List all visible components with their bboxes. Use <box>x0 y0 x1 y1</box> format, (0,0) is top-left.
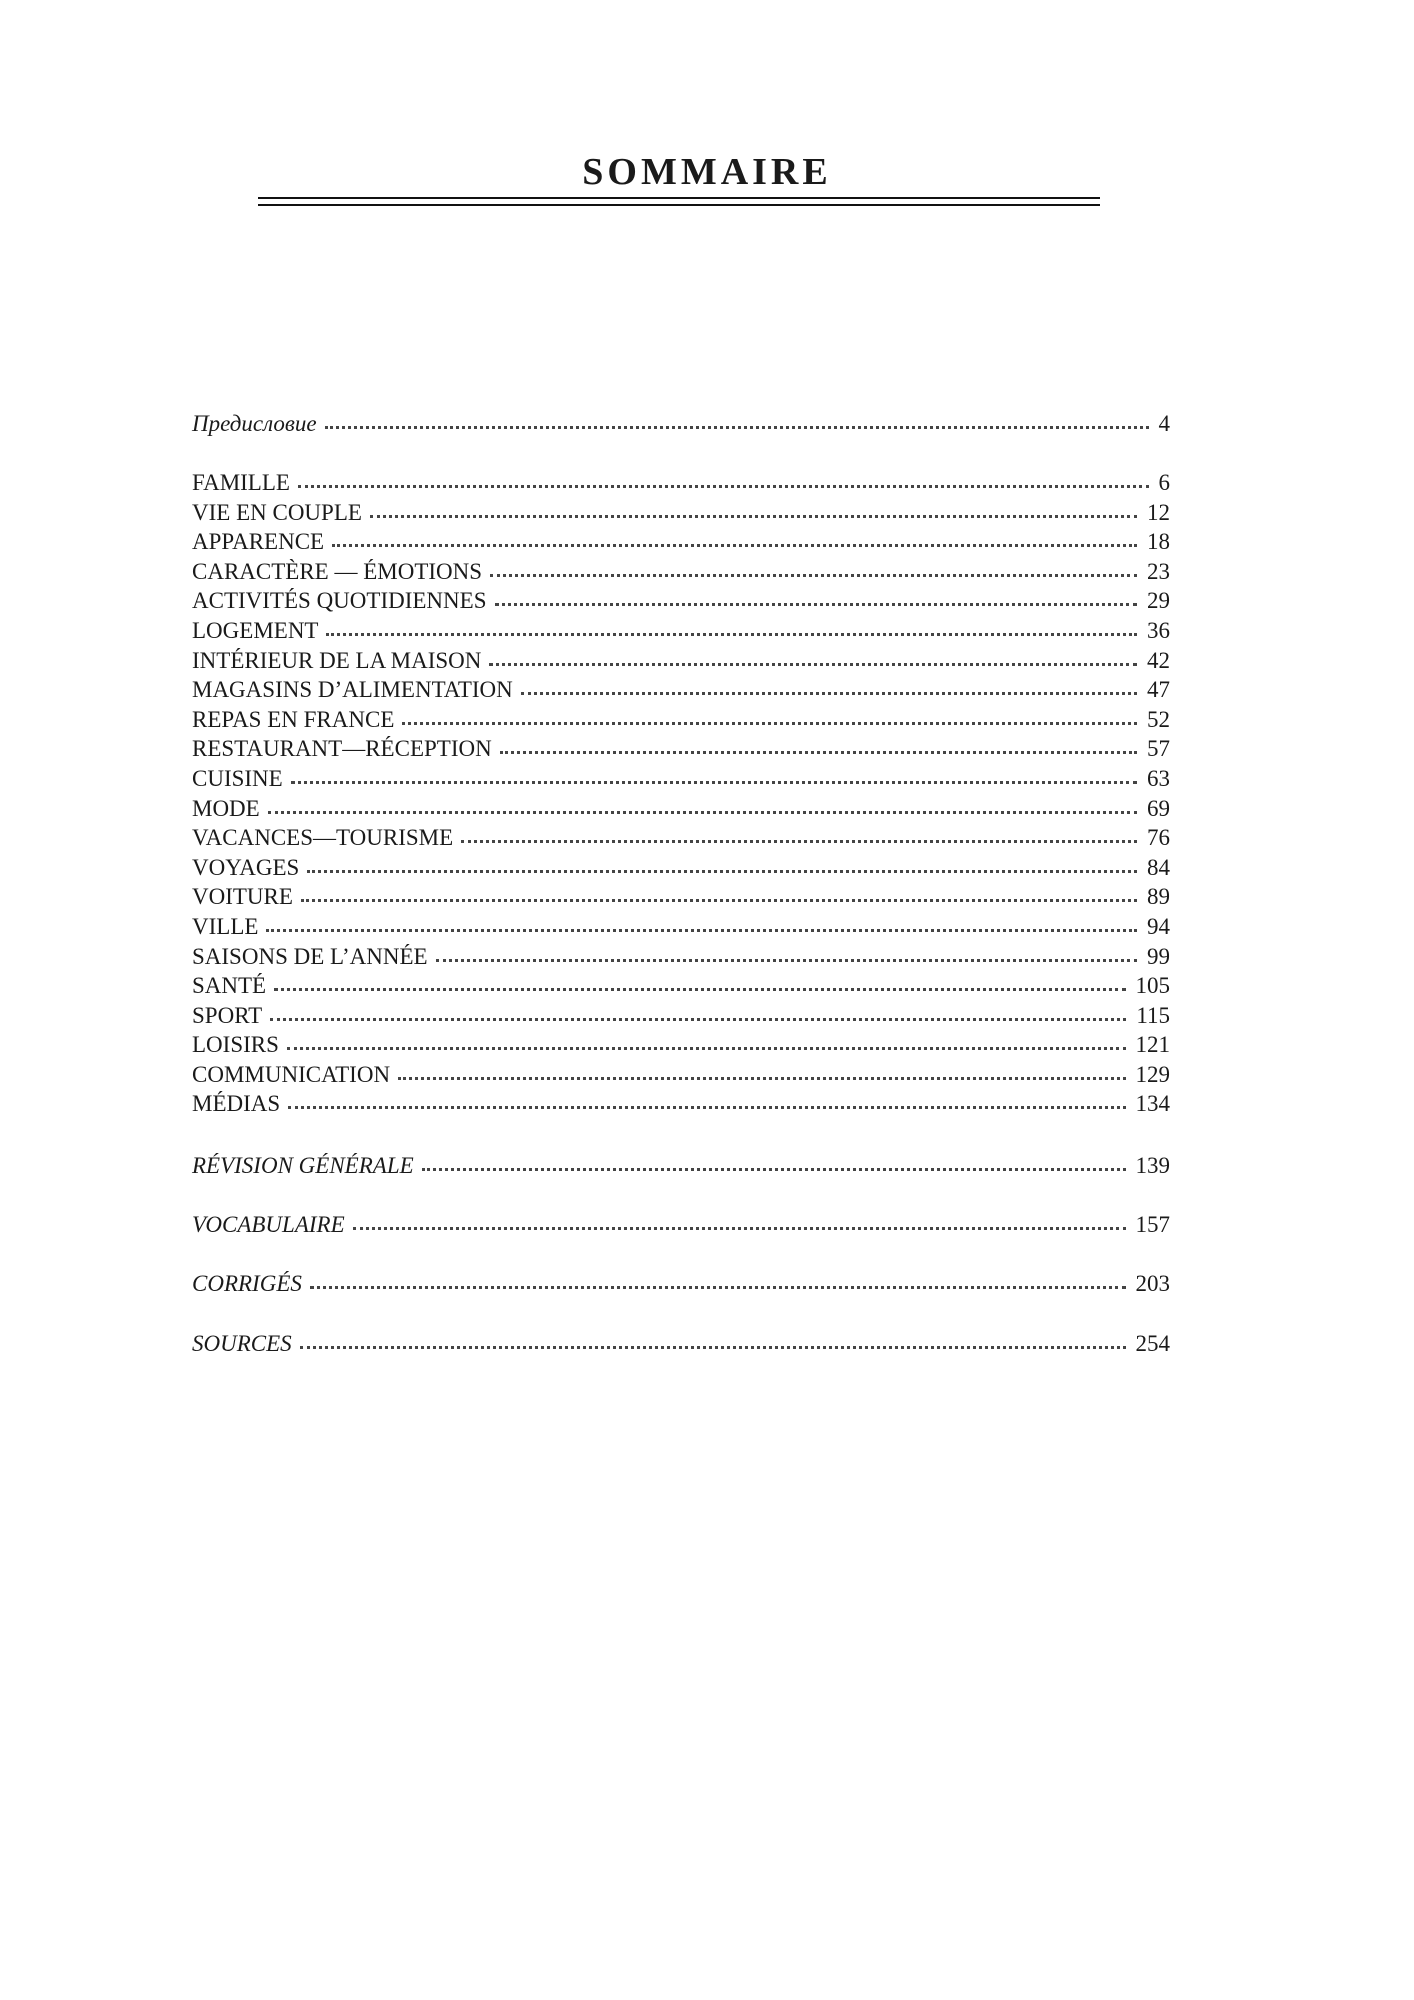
toc-entry-vocabulaire[interactable] <box>192 1209 1170 1239</box>
dot-leader <box>490 554 1137 577</box>
dot-leader <box>402 702 1137 725</box>
dot-leader <box>461 820 1137 843</box>
dot-leader <box>521 672 1137 695</box>
toc-entry-page: 99 <box>1147 943 1170 969</box>
dot-leader <box>270 998 1126 1021</box>
toc-entry-chapter[interactable] <box>192 704 1170 734</box>
toc-entry-page: 115 <box>1136 1002 1170 1028</box>
toc-entry-page: 23 <box>1147 558 1170 584</box>
toc-entry-page: 129 <box>1135 1061 1170 1087</box>
title-double-rule <box>258 197 1100 206</box>
toc-entry-page: 63 <box>1147 765 1170 791</box>
dot-leader <box>325 406 1149 429</box>
toc-entry-title: COMMUNICATION <box>192 1061 391 1087</box>
toc-entry-chapter[interactable] <box>192 585 1170 615</box>
dot-leader <box>301 879 1137 902</box>
dot-leader <box>274 968 1125 991</box>
toc-entry-chapter[interactable] <box>192 674 1170 704</box>
dot-leader <box>291 761 1137 784</box>
page-title: SOMMAIRE <box>582 151 832 193</box>
toc-preface-section <box>192 408 1170 438</box>
dot-leader <box>500 731 1137 754</box>
toc-entry-title: REPAS EN FRANCE <box>192 706 395 732</box>
toc-entry-title: ACTIVITÉS QUOTIDIENNES <box>192 588 487 614</box>
toc-entry-page: 139 <box>1135 1153 1170 1178</box>
toc-entry-chapter[interactable] <box>192 881 1170 911</box>
dot-leader <box>310 1266 1126 1289</box>
toc-entry-title: LOISIRS <box>192 1032 279 1058</box>
toc-entry-chapter[interactable] <box>192 1059 1170 1089</box>
toc-entry-chapter[interactable] <box>192 645 1170 675</box>
toc-vocabulaire-section <box>192 1209 1170 1239</box>
toc-entry-chapter[interactable] <box>192 970 1170 1000</box>
dot-leader <box>398 1057 1125 1080</box>
toc-entry-title: MODE <box>192 795 260 821</box>
toc-entry-page: 121 <box>1135 1032 1170 1058</box>
toc-entry-page: 4 <box>1158 411 1170 436</box>
dot-leader <box>298 465 1149 488</box>
toc-entry-title: Предисловие <box>192 411 317 436</box>
toc-entry-page: 157 <box>1135 1212 1170 1237</box>
dot-leader <box>422 1148 1126 1171</box>
toc-entry-chapter[interactable] <box>192 526 1170 556</box>
dot-leader <box>495 583 1138 606</box>
toc-entry-title: INTÉRIEUR DE LA MAISON <box>192 647 482 673</box>
toc-entry-chapter[interactable] <box>192 615 1170 645</box>
toc-entry-page: 76 <box>1147 825 1170 851</box>
toc-entry-title: CORRIGÉS <box>192 1271 302 1296</box>
toc-entry-chapter[interactable] <box>192 1029 1170 1059</box>
toc-entry-page: 254 <box>1135 1331 1170 1356</box>
toc-entry-page: 36 <box>1147 617 1170 643</box>
toc-entry-page: 29 <box>1147 588 1170 614</box>
toc-corriges-section <box>192 1268 1170 1298</box>
toc-entry-title: SOURCES <box>192 1331 292 1356</box>
toc-entry-page: 84 <box>1147 854 1170 880</box>
toc-entry-page: 12 <box>1147 499 1170 525</box>
toc-entry-title: CARACTÈRE — ÉMOTIONS <box>192 558 483 584</box>
toc-entry-page: 57 <box>1147 736 1170 762</box>
toc-entry-chapter[interactable] <box>192 467 1170 497</box>
toc-entry-chapter[interactable] <box>192 733 1170 763</box>
dot-leader <box>307 850 1137 873</box>
toc-entry-title: VOYAGES <box>192 854 300 880</box>
toc-entry-title: SANTÉ <box>192 973 267 999</box>
toc-sources-section <box>192 1328 1170 1358</box>
toc-entry-page: 203 <box>1135 1271 1170 1296</box>
toc-entry-chapter[interactable] <box>192 556 1170 586</box>
toc-entry-chapter[interactable] <box>192 822 1170 852</box>
toc-entry-title: APPARENCE <box>192 529 325 555</box>
toc-entry-title: LOGEMENT <box>192 617 319 643</box>
toc-entry-title: VOCABULAIRE <box>192 1212 345 1237</box>
toc-entry-chapter[interactable] <box>192 1000 1170 1030</box>
toc-entry-title: MÉDIAS <box>192 1091 281 1117</box>
toc-entry-title: FAMILLE <box>192 470 290 495</box>
toc-entry-chapter[interactable] <box>192 941 1170 971</box>
dot-leader <box>332 524 1137 547</box>
toc-entry-chapter[interactable] <box>192 1088 1170 1118</box>
toc-entry-title: SAISONS DE L’ANNÉE <box>192 943 428 969</box>
toc-entry-page: 69 <box>1147 795 1170 821</box>
dot-leader <box>287 1027 1126 1050</box>
dot-leader <box>268 791 1137 814</box>
toc-entry-chapter[interactable] <box>192 793 1170 823</box>
toc-entry-page: 6 <box>1158 470 1170 495</box>
dot-leader <box>489 643 1137 666</box>
toc-entry-revision[interactable] <box>192 1150 1170 1180</box>
toc-entry-page: 94 <box>1147 913 1170 939</box>
toc-entry-title: VACANCES—TOURISME <box>192 825 454 851</box>
toc-entry-page: 134 <box>1135 1091 1170 1117</box>
toc-chapter-list <box>192 467 1170 1118</box>
dot-leader <box>300 1326 1126 1349</box>
toc-entry-title: VOITURE <box>192 884 293 910</box>
toc-entry-page: 105 <box>1135 973 1170 999</box>
toc-entry-preface[interactable] <box>192 408 1170 438</box>
dot-leader <box>370 495 1137 518</box>
toc-revision-section <box>192 1150 1170 1180</box>
toc-entry-chapter[interactable] <box>192 911 1170 941</box>
toc-entry-page: 89 <box>1147 884 1170 910</box>
toc-entry-page: 47 <box>1147 677 1170 703</box>
toc-entry-title: RESTAURANT—RÉCEPTION <box>192 736 492 762</box>
dot-leader <box>288 1086 1125 1109</box>
toc-entry-page: 18 <box>1147 529 1170 555</box>
toc-entry-chapter[interactable] <box>192 763 1170 793</box>
toc-entry-corriges[interactable] <box>192 1268 1170 1298</box>
dot-leader <box>266 909 1137 932</box>
toc-entry-title: VIE EN COUPLE <box>192 499 362 525</box>
toc-entry-chapter[interactable] <box>192 497 1170 527</box>
toc-entry-title: SPORT <box>192 1002 263 1028</box>
dot-leader <box>326 613 1137 636</box>
dot-leader <box>436 939 1137 962</box>
dot-leader <box>353 1207 1126 1230</box>
toc-entry-sources[interactable] <box>192 1328 1170 1358</box>
toc-entry-page: 52 <box>1147 706 1170 732</box>
toc-entry-title: MAGASINS D’ALIMENTATION <box>192 677 513 703</box>
toc-entry-page: 42 <box>1147 647 1170 673</box>
toc-entry-title: RÉVISION GÉNÉRALE <box>192 1153 414 1178</box>
toc-entry-title: VILLE <box>192 913 259 939</box>
toc-entry-title: CUISINE <box>192 765 283 791</box>
toc-entry-chapter[interactable] <box>192 852 1170 882</box>
